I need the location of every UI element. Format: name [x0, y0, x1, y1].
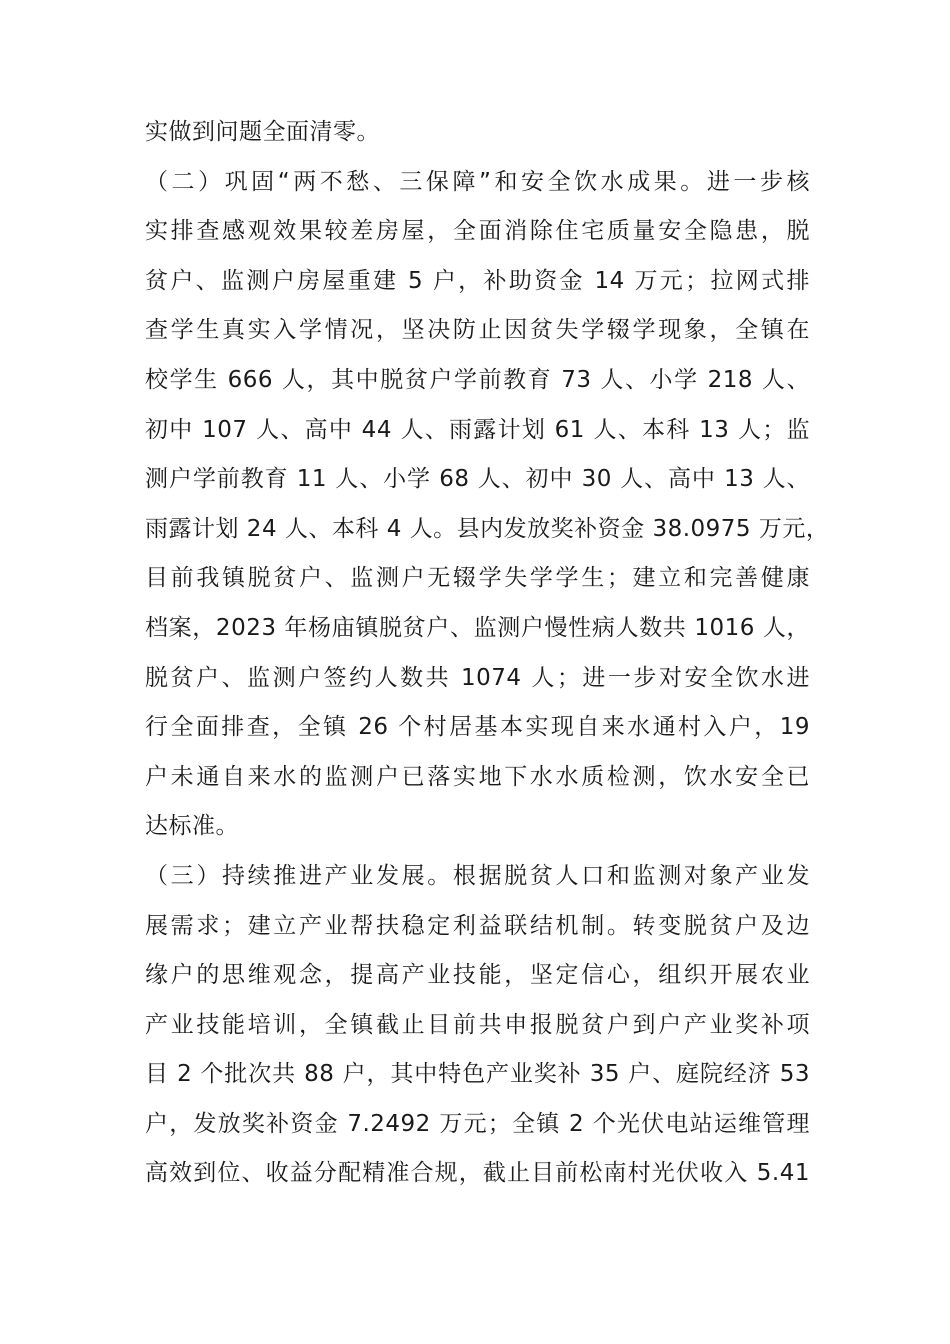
- text-line: 达标准。: [145, 813, 239, 840]
- text-line: 目 2 个批次共 88 户，其中特色产业奖补 35 户、庭院经济 53: [145, 1061, 810, 1088]
- text-line: 目前我镇脱贫户、监测户无辍学失学学生；建立和完善健康: [145, 565, 810, 592]
- text-line: 产业技能培训，全镇截止目前共申报脱贫户到户产业奖补项: [145, 1011, 810, 1038]
- text-line: 校学生 666 人，其中脱贫户学前教育 73 人、小学 218 人、: [145, 366, 810, 393]
- text-line: 雨露计划 24 人、本科 4 人。县内发放奖补资金 38.0975 万元，: [145, 515, 830, 542]
- text-line: 缘户的思维观念，提高产业技能，坚定信心，组织开展农业: [145, 962, 810, 989]
- document-body: [145, 108, 830, 1199]
- text-line: 实排查感观效果较差房屋，全面消除住宅质量安全隐患，脱: [145, 218, 810, 245]
- text-line: 档案，2023 年杨庙镇脱贫户、监测户慢性病人数共 1016 人，: [145, 614, 810, 641]
- text-line: 展需求；建立产业帮扶稳定利益联结机制。转变脱贫户及边: [145, 912, 810, 939]
- text-line: 户未通自来水的监测户已落实地下水水质检测，饮水安全已: [145, 763, 810, 790]
- text-line: 高效到位、收益分配精准合规，截止目前松南村光伏收入 5.41: [145, 1160, 810, 1187]
- text-line: 脱贫户、监测户签约人数共 1074 人；进一步对安全饮水进: [145, 664, 810, 691]
- text-line: （二）巩固“两不愁、三保障”和安全饮水成果。进一步核: [145, 168, 810, 195]
- text-line: 实做到问题全面清零。: [145, 119, 380, 145]
- text-line: 行全面排查，全镇 26 个村居基本实现自来水通村入户，19: [145, 714, 810, 741]
- text-line: 测户学前教育 11 人、小学 68 人、初中 30 人、高中 13 人、: [145, 466, 810, 493]
- text-line: 户，发放奖补资金 7.2492 万元；全镇 2 个光伏电站运维管理: [145, 1110, 810, 1137]
- text-line: 查学生真实入学情况，坚决防止因贫失学辍学现象，全镇在: [145, 317, 810, 344]
- text-line: 初中 107 人、高中 44 人、雨露计划 61 人、本科 13 人；监: [145, 416, 810, 443]
- text-line: （三）持续推进产业发展。根据脱贫人口和监测对象产业发: [145, 862, 810, 889]
- text-line: 贫户、监测户房屋重建 5 户，补助资金 14 万元；拉网式排: [145, 267, 810, 294]
